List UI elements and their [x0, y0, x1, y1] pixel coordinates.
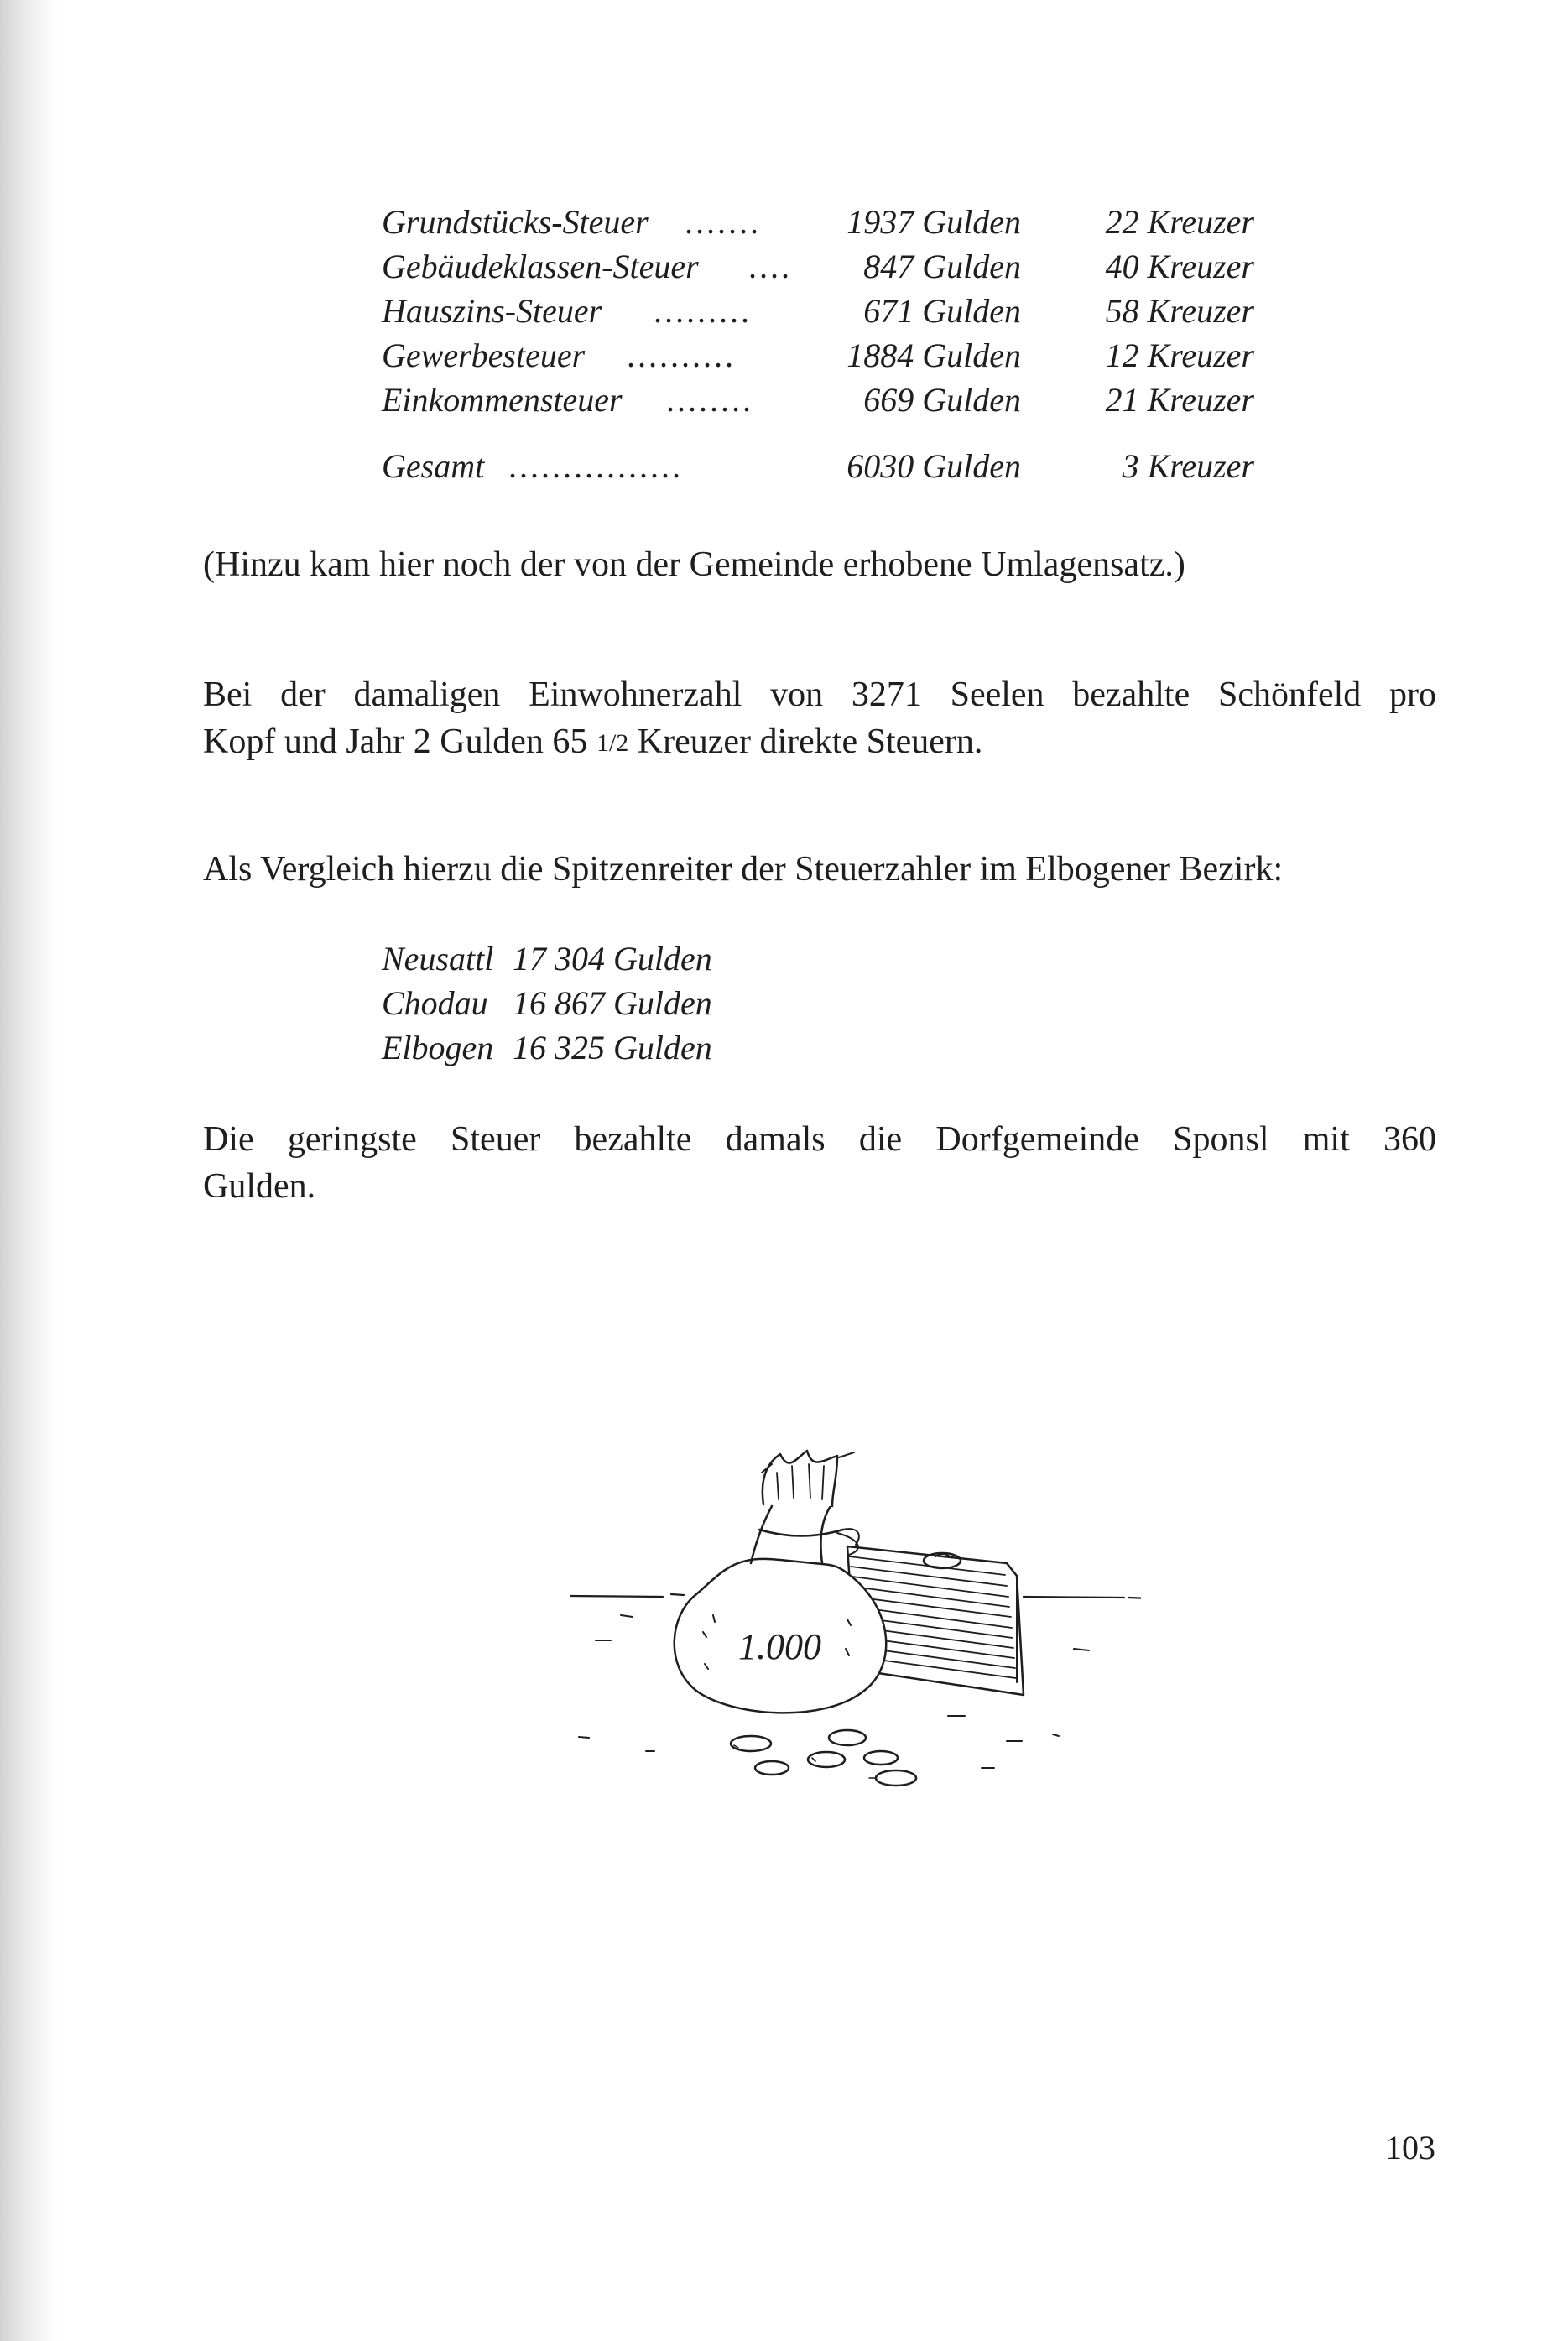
money-bag-icon [570, 1439, 1141, 1791]
paragraph-line: Gulden. [203, 1167, 316, 1206]
text-run: Kopf und Jahr 2 Gulden 65 [203, 722, 596, 761]
tax-gulden: 671 Gulden [863, 292, 1021, 330]
tax-row-gewerbe [382, 333, 1254, 378]
leader-dots: ....... [685, 203, 762, 241]
tax-kreuzer: 58 Kreuzer [1105, 292, 1254, 330]
tax-kreuzer: 40 Kreuzer [1105, 248, 1254, 285]
tax-gulden: 669 Gulden [863, 381, 1021, 419]
tax-label: Einkommensteuer [382, 381, 623, 419]
tax-label: Gesamt [382, 447, 485, 485]
paragraph-line: Bei der damaligen Einwohnerzahl von 3271 Seelen bezahlte Schönfeld pro [203, 675, 1436, 714]
town-amount: 16 325 Gulden [513, 1029, 712, 1066]
town-amount: 17 304 Gulden [513, 940, 712, 978]
paragraph-umlagensatz [203, 541, 1436, 588]
tax-label: Gewerbesteuer [382, 336, 586, 374]
tax-row-total [382, 444, 1254, 488]
bag-label: 1.000 [738, 1626, 821, 1667]
tax-row-hauszins [382, 289, 1254, 333]
tax-table [382, 200, 1254, 488]
tax-kreuzer: 12 Kreuzer [1105, 336, 1254, 374]
paragraph-sponsl [203, 1116, 1436, 1210]
tax-row-einkommen [382, 378, 1254, 422]
tax-kreuzer: 22 Kreuzer [1105, 203, 1254, 241]
leader-dots: ................ [509, 447, 684, 485]
leader-dots: ......... [654, 292, 753, 330]
paragraph-line: Die geringste Steuer bezahlte damals die Dorfgemeinde Sponsl mit 360 [203, 1120, 1436, 1159]
leader-dots: .... [749, 248, 793, 285]
town-name: Chodau [382, 984, 488, 1022]
tax-gulden: 847 Gulden [863, 248, 1021, 285]
paragraph-line [203, 718, 1436, 767]
paragraph-einwohner [203, 671, 1436, 767]
tax-row-gebaeudeklassen [382, 244, 1254, 289]
leader-dots: ........ [667, 381, 754, 419]
money-bag-illustration [570, 1439, 1141, 1791]
text-run: Kreuzer direkte Steuern. [628, 722, 983, 761]
tax-gulden: 1884 Gulden [847, 336, 1021, 374]
paragraph-line: (Hinzu kam hier noch der von der Gemeinde erhobene Umlagensatz.) [203, 545, 1185, 584]
leader-dots: .......... [628, 336, 737, 374]
tax-label: Hauszins-Steuer [382, 292, 602, 330]
paragraph-vergleich [203, 846, 1436, 893]
tax-row-grundstuecks [382, 200, 1254, 244]
town-amount: 16 867 Gulden [513, 984, 712, 1022]
tax-label: Grundstücks-Steuer [382, 203, 649, 241]
town-name: Elbogen [382, 1029, 494, 1066]
tax-gulden: 1937 Gulden [847, 203, 1021, 241]
paragraph-line: Als Vergleich hierzu die Spitzenreiter der Steuerzahler im Elbogener Bezirk: [203, 850, 1284, 889]
tax-kreuzer: 21 Kreuzer [1105, 381, 1254, 419]
fraction: 1/2 [596, 729, 629, 757]
tax-kreuzer: 3 Kreuzer [1122, 447, 1254, 485]
town-name: Neusattl [382, 940, 494, 978]
tax-label: Gebäudeklassen-Steuer [382, 248, 699, 285]
page-number: 103 [1385, 2129, 1435, 2166]
tax-gulden: 6030 Gulden [847, 447, 1021, 485]
